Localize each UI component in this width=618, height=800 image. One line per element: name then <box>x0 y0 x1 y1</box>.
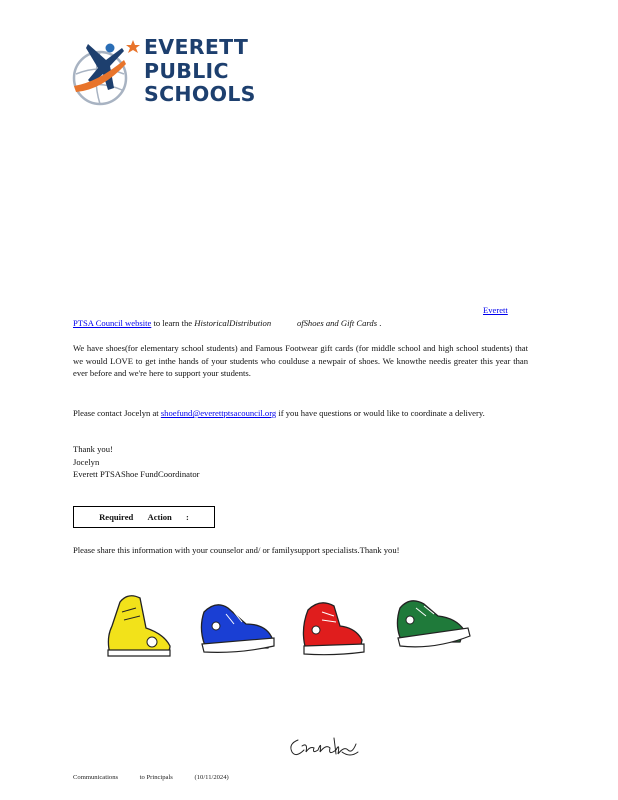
required-action-box <box>73 506 215 528</box>
footer-from: Communications <box>73 774 119 781</box>
logo-line-2: PUBLIC <box>144 58 229 83</box>
sneakers-illustration <box>104 590 476 662</box>
footer-date: (10/11/2024) <box>194 774 229 781</box>
ptsa-council-link-part2[interactable]: PTSA Council website <box>73 318 152 328</box>
paragraph-contact <box>73 407 528 420</box>
footer-to: to Principals <box>139 774 173 781</box>
logo-wordmark <box>144 36 260 107</box>
p1-text-a: to learn the <box>151 318 195 328</box>
signoff-thanks: Thank you! <box>73 444 113 454</box>
footer <box>73 774 249 781</box>
p1-text-c: . <box>377 318 382 328</box>
p1-text-b <box>271 318 273 328</box>
sign-off <box>73 443 373 481</box>
action-colon: : <box>186 512 189 522</box>
action-label-2: Action <box>147 512 172 522</box>
p1-italic-1: HistoricalDistribution <box>194 318 272 328</box>
blue-sneaker-icon <box>201 605 274 653</box>
action-label-1: Required <box>99 512 134 522</box>
contact-email-link[interactable]: shoefund@everettptsacouncil.org <box>160 408 277 418</box>
yellow-sneaker-icon <box>108 596 170 656</box>
p3-before: Please contact Jocelyn at <box>73 408 161 418</box>
logo-line-1: EVERETT <box>144 35 249 59</box>
paragraph-share: Please share this information with your counselor and/ or familysupport specialists.Thank you! <box>73 545 400 555</box>
paragraph-history <box>73 317 528 330</box>
p1-italic-2: ofShoes and Gift Cards <box>296 318 378 328</box>
signoff-name: Jocelyn <box>73 456 100 467</box>
logo-line-3: SCHOOLS <box>144 82 256 106</box>
signoff-title: Everett PTSAShoe FundCoordinator <box>73 469 200 480</box>
district-logo <box>70 36 260 112</box>
paragraph-offer: We have shoes(for elementary school students) and Famous Footwear gift cards (for middle school and high school students) that we would LOVE to get inthe hands of your students who coulduse a newpair of shoes. We knowthe needis greater this year than ever before and we're here to support your students. <box>73 343 528 379</box>
red-sneaker-icon <box>303 603 364 655</box>
logo-emblem-icon <box>70 36 146 112</box>
green-sneaker-icon <box>397 601 470 647</box>
signature-image <box>286 732 362 760</box>
p3-after: if you have questions or would like to coordinate a delivery. <box>276 408 485 418</box>
ptsa-council-link-part1[interactable]: Everett <box>483 305 508 315</box>
